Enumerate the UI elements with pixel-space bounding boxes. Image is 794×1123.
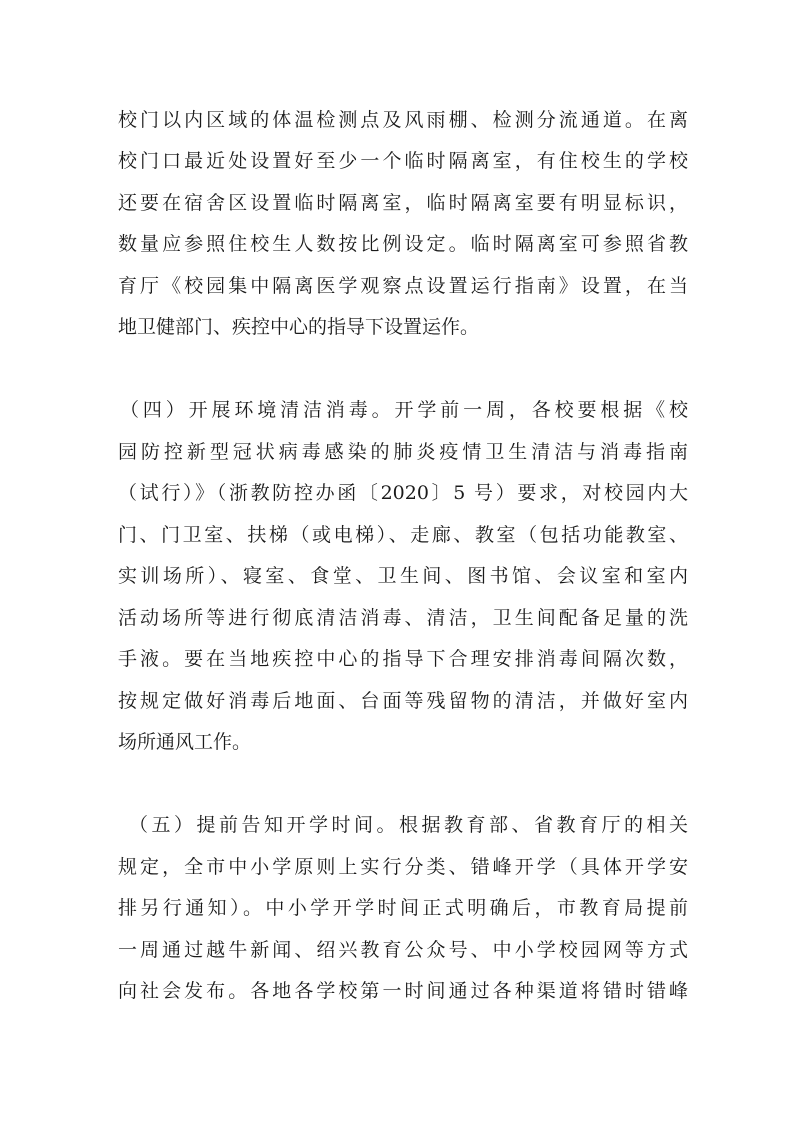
paragraph-1-line: 校门口最近处设置好至少一个临时隔离室，有住校生的学校 [118,150,688,172]
paragraph-2-line: 场所通风工作。 [118,731,252,753]
paragraph-3-line: 一周通过越牛新闻、绍兴教育公众号、中小学校园网等方式 [118,939,688,961]
paragraph-1-line: 地卫健部门、疾控中心的指导下设置运作。 [118,316,480,338]
paragraph-1-line: 数量应参照住校生人数按比例设定。临时隔离室可参照省教 [118,233,688,255]
paragraph-2-line: （试行）》（浙教防控办函〔2020〕5 号）要求，对校园内大 [118,482,688,504]
paragraph-3-line: 向社会发布。各地各学校第一时间通过各种渠道将错时错峰 [118,980,688,1002]
paragraph-2-line: （四）开展环境清洁消毒。开学前一周，各校要根据《校 [120,399,688,421]
paragraph-1-line: 还要在宿舍区设置临时隔离室，临时隔离室要有明显标识， [118,192,688,214]
paragraph-3-line: （五）提前告知开学时间。根据教育部、省教育厅的相关 [129,814,688,836]
paragraph-2-line: 实训场所）、寝室、食堂、卫生间、图书馆、会议室和室内 [118,565,688,587]
paragraph-3-line: 规定，全市中小学原则上实行分类、错峰开学（具体开学安 [118,856,688,878]
paragraph-2-line: 活动场所等进行彻底清洁消毒、清洁，卫生间配备足量的洗 [118,607,688,629]
paragraph-3-line: 排另行通知）。中小学开学时间正式明确后，市教育局提前 [118,897,688,919]
paragraph-2-line: 手液。要在当地疾控中心的指导下合理安排消毒间隔次数， [118,648,688,670]
paragraph-2-line: 按规定做好消毒后地面、台面等残留物的清洁，并做好室内 [118,690,688,712]
paragraph-2-line: 门、门卫室、扶梯（或电梯）、走廊、教室（包括功能教室、 [118,524,688,546]
paragraph-1-line: 校门以内区域的体温检测点及风雨棚、检测分流通道。在离 [118,109,688,131]
paragraph-1-line: 育厅《校园集中隔离医学观察点设置运行指南》设置，在当 [118,275,688,297]
paragraph-2-line: 园防控新型冠状病毒感染的肺炎疫情卫生清洁与消毒指南 [118,441,688,463]
